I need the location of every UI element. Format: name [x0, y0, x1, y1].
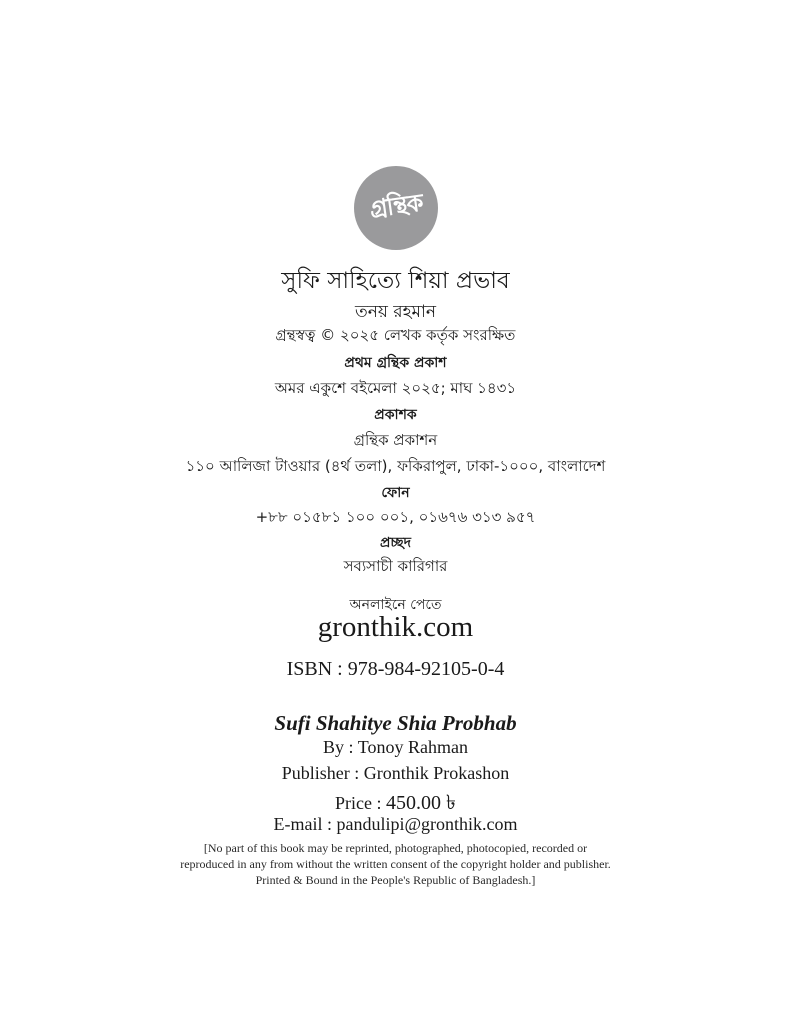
publisher-heading: প্রকাশক [374, 407, 417, 423]
phone-numbers: +৮৮ ০১৫৮১ ১০০ ০০১, ০১৬৭৬ ৩১৩ ৯৫৭ [255, 508, 536, 526]
publisher-address: ১১০ আলিজা টাওয়ার (৪র্থ তলা), ফকিরাপুল, ঢাকা-১০০০, বাংলাদেশ [185, 457, 606, 475]
isbn: ISBN : 978-984-92105-0-4 [286, 658, 505, 680]
publisher-name-bengali: গ্রন্থিক প্রকাশন [353, 431, 438, 449]
price-value: 450.00 ৳ [386, 792, 456, 814]
price-label: Price : [335, 793, 387, 813]
online-label: অনলাইনে পেতে [349, 597, 442, 613]
first-edition-heading: প্রথম গ্রন্থিক প্রকাশ [344, 355, 447, 371]
copyright-notice-bengali: গ্রন্থস্বত্ব © ২০২৫ লেখক কর্তৃক সংরক্ষিত [275, 326, 516, 344]
author-english: By : Tonoy Rahman [323, 737, 468, 757]
cover-heading: প্রচ্ছদ [379, 535, 412, 551]
book-title-english: Sufi Shahitye Shia Probhab [274, 711, 517, 735]
rights-notice-line-3: Printed & Bound in the People's Republic of Bangladesh.] [255, 873, 536, 887]
phone-heading: ফোন [381, 485, 410, 501]
gronthik-logo-icon: গ্রন্থিক [367, 188, 424, 224]
cover-artist: সব্যসাচী কারিগার [343, 557, 448, 575]
publisher-english: Publisher : Gronthik Prokashon [281, 763, 510, 783]
rights-notice-line-1: [No part of this book may be reprinted, photographed, photocopied, recorded or [203, 841, 588, 855]
publisher-logo [354, 166, 438, 250]
email-contact[interactable]: E-mail : pandulipi@gronthik.com [273, 814, 518, 834]
author-name-bengali: তনয় রহমান [354, 302, 437, 322]
website-link[interactable]: gronthik.com [317, 611, 474, 643]
rights-notice [0, 840, 791, 888]
first-edition-info: অমর একুশে বইমেলা ২০২৫; মাঘ ১৪৩১ [274, 379, 517, 397]
rights-notice-line-2: reproduced in any from without the written consent of the copyright holder and publisher. [180, 857, 611, 871]
book-title-bengali: সুফি সাহিত্যে শিয়া প্রভাব [281, 268, 510, 294]
